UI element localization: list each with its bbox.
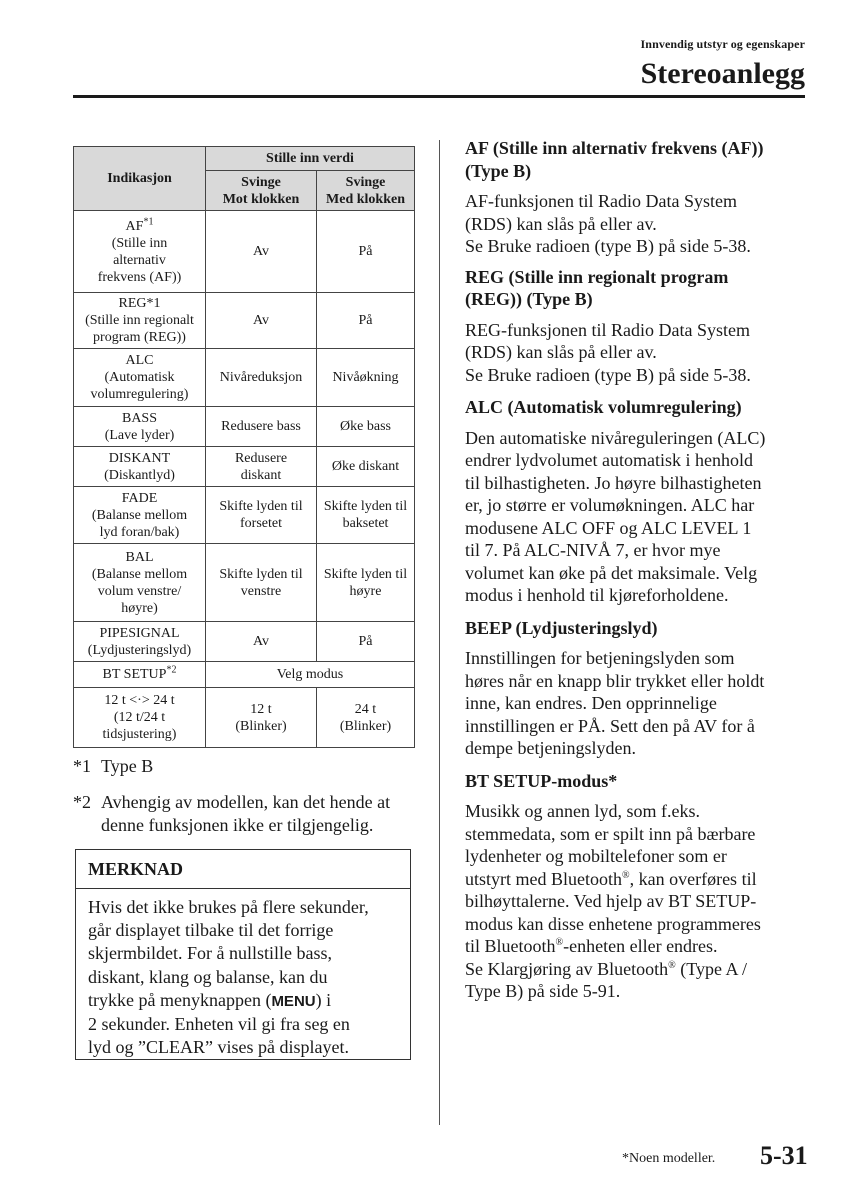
cw-value: Nivåøkning	[317, 349, 415, 407]
reg-heading: REG (Stille inn regionalt program (REG)) (Type B)	[465, 266, 729, 309]
table-row	[74, 349, 415, 407]
footnote-item	[73, 791, 418, 837]
footnote-text: Type B	[101, 756, 154, 776]
table-row	[74, 487, 415, 544]
footnote-text: Avhengig av modellen, kan det hende at denne funksjonen ikke er tilgjengelig.	[101, 792, 391, 835]
indication-cell: DISKANT (Diskantlyd)	[74, 447, 206, 487]
header-indication: Indikasjon	[74, 147, 206, 211]
table-row	[74, 544, 415, 622]
indication-cell: REG*1 (Stille inn regionalt program (REG))	[74, 293, 206, 349]
ccw-value: 12 t (Blinker)	[206, 688, 317, 748]
footnote-item	[73, 755, 418, 778]
ccw-value: Av	[206, 622, 317, 662]
cw-value: På	[317, 622, 415, 662]
page-number: 5-31	[760, 1141, 808, 1170]
indication-cell: 12 t <·> 24 t (12 t/24 t tidsjustering)	[74, 688, 206, 748]
table-row	[74, 407, 415, 447]
note-text: ) i 2 sekunder. Enheten vil gi fra seg en lyd og ”CLEAR” vises på displayet.	[88, 989, 350, 1058]
indication-cell: ALC (Automatisk volumregulering)	[74, 349, 206, 407]
bt-setup-heading: BT SETUP-modus*	[465, 770, 618, 791]
table-row	[74, 622, 415, 662]
bt-text: -enheten eller endres. Se Klargjøring av Bluetooth	[465, 936, 718, 979]
header-rule	[73, 95, 805, 98]
setting-value: Velg modus	[206, 662, 415, 688]
header-counterclockwise: Svinge Mot klokken	[206, 171, 317, 211]
alc-paragraph: Den automatiske nivåreguleringen (ALC) endrer lydvolumet automatisk i henhold til bilhastigheten. Jo høyre bilhastigheten er, jo større er volumøkningen. ALC har modusene ALC OFF og ALC LEVEL 1 til 7. På ALC-NIVÅ 7, er hvor mye volumet kan øke på det maksimale. Velg modus i henhold til kjøreforholdene.	[465, 427, 766, 605]
indication-cell	[74, 211, 206, 293]
registered-mark: ®	[668, 959, 676, 971]
table-row	[74, 211, 415, 293]
reg-paragraph: REG-funksjonen til Radio Data System (RDS) kan slås på eller av. Se Bruke radioen (type B) på side 5-38.	[465, 319, 751, 385]
header-setting-value: Stille inn verdi	[206, 147, 415, 171]
beep-paragraph: Innstillingen for betjeningslyden som høres når en knapp blir trykket eller holdt inne, kan endres. Den opprinnelige innstillingen er PÅ. Sett den på AV for å dempe betjeningslyden.	[465, 648, 765, 758]
cw-value: 24 t (Blinker)	[317, 688, 415, 748]
bt-text: Musikk og annen lyd, som f.eks. stemmedata, som er spilt inn på bærbare lydenheter og mobiltelefoner som er utstyrt med Bluetooth	[465, 801, 756, 889]
registered-mark: ®	[555, 937, 564, 948]
bt-text: , kan overføres til bilhøyttalerne. Ved hjelp av BT SETUP- modus kan disse enhetene programmeres til Bluetooth	[465, 868, 761, 956]
cw-value: Skifte lyden til baksetet	[317, 487, 415, 544]
ccw-value: Skifte lyden til venstre	[206, 544, 317, 622]
af-heading: AF (Stille inn alternativ frekvens (AF)) (Type B)	[465, 138, 764, 181]
registered-mark: ®	[622, 869, 630, 881]
indication-label: BT SETUP	[102, 667, 167, 682]
menu-key-icon: MENU	[271, 992, 316, 1010]
note-text: Hvis det ikke brukes på flere sekunder, går displayet tilbake til det forrige skjermbildet. For å nullstille bass, diskant, klang og balanse, kan du trykke på menyknappen (	[88, 897, 369, 1010]
ccw-value: Redusere bass	[206, 407, 317, 447]
beep-heading: BEEP (Lydjusteringslyd)	[465, 617, 658, 638]
indication-cell: BASS (Lave lyder)	[74, 407, 206, 447]
indication-label: AF	[125, 218, 144, 234]
note-body	[76, 889, 410, 1059]
indication-cell: PIPESIGNAL (Lydjusteringslyd)	[74, 622, 206, 662]
ccw-value: Skifte lyden til forsetet	[206, 487, 317, 544]
table-row	[74, 662, 415, 688]
af-paragraph: AF-funksjonen til Radio Data System (RDS) kan slås på eller av. Se Bruke radioen (type B) på side 5-38.	[465, 191, 751, 256]
cw-value: Øke bass	[317, 407, 415, 447]
settings-table	[73, 146, 415, 748]
cw-value: På	[317, 211, 415, 293]
alc-heading: ALC (Automatisk volumregulering)	[465, 397, 742, 417]
header-clockwise: Svinge Med klokken	[317, 171, 415, 211]
right-column	[465, 137, 810, 1003]
note-title: MERKNAD	[76, 850, 410, 889]
ccw-value: Av	[206, 211, 317, 293]
cw-value: Skifte lyden til høyre	[317, 544, 415, 622]
footnote-mark: *2	[73, 792, 91, 812]
cw-value: Øke diskant	[317, 447, 415, 487]
footer-note: *Noen modeller.	[622, 1151, 716, 1166]
table-row	[74, 293, 415, 349]
bt-text: (Type A / Type B) på side 5-91.	[465, 958, 748, 1001]
note-box	[75, 849, 411, 1060]
footnote-ref: *2	[166, 664, 177, 676]
table-row	[74, 447, 415, 487]
bt-setup-paragraph	[465, 800, 810, 1003]
ccw-value: Av	[206, 293, 317, 349]
footnote-ref: *1	[143, 215, 154, 227]
page-title: Stereoanlegg	[640, 57, 805, 90]
indication-desc: (Stille inn alternativ frekvens (AF))	[97, 235, 182, 285]
ccw-value: Redusere diskant	[206, 447, 317, 487]
indication-cell	[74, 662, 206, 688]
ccw-value: Nivåreduksjon	[206, 349, 317, 407]
indication-cell: BAL (Balanse mellom volum venstre/ høyre)	[74, 544, 206, 622]
table-row	[74, 688, 415, 748]
footnote-mark: *1	[73, 756, 91, 776]
indication-cell: FADE (Balanse mellom lyd foran/bak)	[74, 487, 206, 544]
column-divider	[439, 140, 440, 1125]
footnotes	[73, 755, 418, 837]
section-subtitle: Innvendig utstyr og egenskaper	[640, 37, 805, 51]
cw-value: På	[317, 293, 415, 349]
